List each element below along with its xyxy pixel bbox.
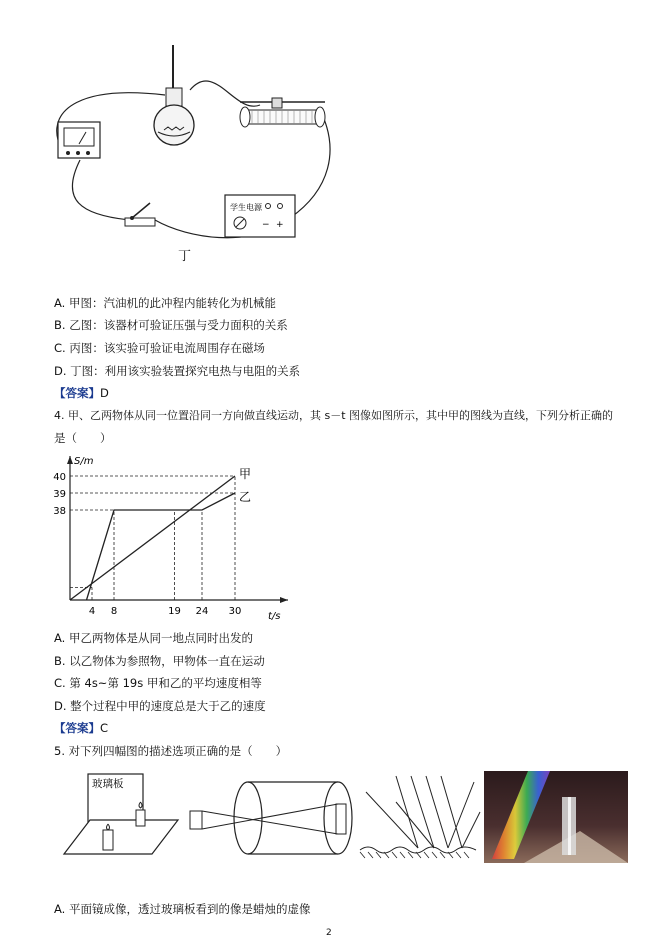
y-tick-label: 40 <box>53 472 66 483</box>
q5-option-a: A. 平面镜成像，透过玻璃板看到的像是蜡烛的虚像 <box>54 902 311 916</box>
q3-option-c: C. 丙图：该实验可验证电流周围存在磁场 <box>54 341 265 355</box>
q4-option-a: A. 甲乙两物体是从同一地点同时出发的 <box>54 631 253 645</box>
figure-ding-caption: 丁 <box>178 249 192 264</box>
q4-option-d: D. 整个过程中甲的速度总是大于乙的速度 <box>54 699 266 713</box>
q4-option-c: C. 第 4s~第 19s 甲和乙的平均速度相等 <box>54 676 262 690</box>
q3-answer-tag: 【答案】 <box>54 386 100 400</box>
q3-option-a: A. 甲图：汽油机的此冲程内能转化为机械能 <box>54 296 276 310</box>
series-label: 乙 <box>239 490 252 504</box>
q5-stem: 5. 对下列四幅图的描述选项正确的是（ ） <box>54 744 288 758</box>
power-supply-icon <box>225 195 295 237</box>
x-axis-label: t/s <box>268 611 281 622</box>
x-tick-label: 30 <box>228 606 242 617</box>
y-axis-arrow <box>67 456 73 464</box>
meter-icon <box>58 122 100 158</box>
power-supply-label: 学生电源 <box>230 203 262 212</box>
y-tick-label: 39 <box>53 489 66 500</box>
q5-figure-pinhole <box>186 776 356 858</box>
q3-option-d: D. 丁图：利用该实验装置探究电热与电阻的关系 <box>54 364 301 378</box>
x-axis-arrow <box>280 597 288 603</box>
power-plus: + <box>276 220 284 230</box>
q4-answer-tag: 【答案】 <box>54 721 100 735</box>
q4-answer <box>54 721 108 735</box>
series-line-jia <box>70 476 235 600</box>
series-line-yi <box>87 493 236 600</box>
q3-answer <box>54 386 109 400</box>
st-chart <box>40 450 300 625</box>
q5-figure-mirror <box>60 772 180 860</box>
q5-figure-reflection <box>356 772 482 860</box>
x-tick-label: 19 <box>168 606 181 617</box>
q3-option-b: B. 乙图：该器材可验证压强与受力面积的关系 <box>54 318 288 332</box>
rheostat-icon <box>240 98 325 127</box>
power-minus: − <box>262 220 270 230</box>
q4-stem-line2: 是（ ） <box>54 431 112 445</box>
x-tick-label: 8 <box>110 606 118 617</box>
x-tick-label: 4 <box>88 606 96 617</box>
glass-plate-label: 玻璃板 <box>92 778 124 790</box>
page-number: 2 <box>326 928 332 938</box>
y-axis-label: S/m <box>74 456 94 467</box>
y-tick-label: 38 <box>53 506 66 517</box>
q4-stem-line1: 4. 甲、乙两物体从同一位置沿同一方向做直线运动，其 s－t 图像如图所示，其中甲的图线为直线，下列分析正确的 <box>54 409 614 422</box>
switch-icon <box>125 203 155 226</box>
q4-option-b: B. 以乙物体为参照物，甲物体一直在运动 <box>54 654 265 668</box>
x-tick-label: 24 <box>195 606 209 617</box>
series-label: 甲 <box>239 467 252 481</box>
q3-answer-value: D <box>100 386 109 400</box>
q4-answer-value: C <box>100 721 109 735</box>
figure-ding-circuit <box>40 40 340 265</box>
q5-figure-prism-photo <box>484 771 628 863</box>
